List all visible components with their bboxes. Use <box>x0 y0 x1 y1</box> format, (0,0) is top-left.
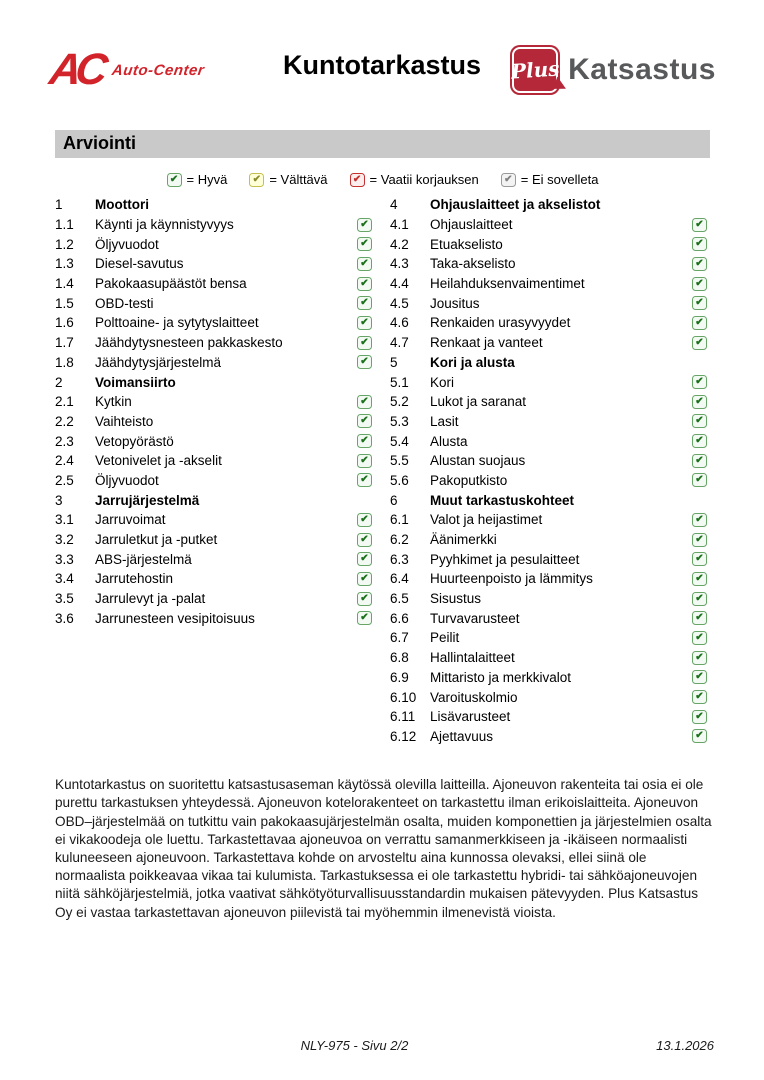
status-good-checkbox-icon: ✔ <box>692 690 707 704</box>
item-label: Jarrutehostin <box>95 571 174 587</box>
checklist-row <box>390 687 710 707</box>
status-good-checkbox-icon: ✔ <box>357 434 372 448</box>
item-label: Kytkin <box>95 394 132 410</box>
item-number: 5 <box>390 354 398 370</box>
item-number: 2.1 <box>55 394 74 410</box>
item-number: 4.1 <box>390 217 409 233</box>
status-good-checkbox-icon: ✔ <box>692 257 707 271</box>
section-header-row <box>390 490 710 510</box>
item-number: 3.5 <box>55 591 74 607</box>
legend-label: = Välttävä <box>269 172 328 187</box>
item-number: 1.1 <box>55 217 74 233</box>
checklist-row <box>55 215 375 235</box>
item-label: Polttoaine- ja sytytyslaitteet <box>95 315 259 331</box>
item-label: Lasit <box>430 413 459 429</box>
status-good-checkbox-icon: ✔ <box>357 572 372 586</box>
legend-item-fair <box>249 172 327 187</box>
checklist-row <box>55 234 375 254</box>
item-number: 5.4 <box>390 433 409 449</box>
disclaimer-text: Kuntotarkastus on suoritettu katsastusaseman käytössä olevilla laitteilla. Ajoneuvon rakenteita tai osia ei ole purettu tarkastuksen yhteydessä. Ajoneuvon kotelorakenteet on tarkastettu ilman erikoislaitteita. Ajoneuvon OBD–järjestelmää on tutkittu vain pakokaasujärjestelmän osalta, muiden komponettien ja järjestelmien osalta ei vikakoodeja ole luettu. Tarkastettavaa ajoneuvoa on verrattu samanmerkkiseen ja -ikäiseen normaalisti kuluneeseen ajoneuvoon. Tarkastettava kohde on arvosteltu aina kunnossa olevaksi, ellei siinä ole normaalista poikkeavaa vikaa tai kulumista. Tarkastuksessa ei ole tarkastettu hybridi- tai sähköajoneuvojen niitä sähköjärjestelmiä, jotka vaativat sähkötyöturvallisuusstandardin mukaisen pätevyyden. Plus Katsastus Oy ei vastaa tarkastettavan ajoneuvon piilevistä tai myöhemmin ilmenevistä vioista. <box>55 777 712 920</box>
item-number: 2.2 <box>55 413 74 429</box>
section-header-row <box>55 372 375 392</box>
status-good-checkbox-icon: ✔ <box>357 237 372 251</box>
status-good-checkbox-icon: ✔ <box>357 611 372 625</box>
checklist-column-left <box>55 195 375 628</box>
item-number: 4.2 <box>390 236 409 252</box>
item-label: ABS-järjestelmä <box>95 551 192 567</box>
checklist-row <box>390 549 710 569</box>
legend-label: = Hyvä <box>186 172 228 187</box>
checklist-row <box>55 608 375 628</box>
checklist-row <box>390 648 710 668</box>
checklist-row <box>390 234 710 254</box>
item-number: 1.2 <box>55 236 74 252</box>
status-good-checkbox-icon: ✔ <box>692 611 707 625</box>
status-good-checkbox-icon: ✔ <box>357 533 372 547</box>
item-number: 2.4 <box>55 453 74 469</box>
item-number: 6.2 <box>390 532 409 548</box>
section-header-row <box>55 490 375 510</box>
item-label: Mittaristo ja merkkivalot <box>430 669 572 685</box>
item-label: Ajettavuus <box>430 728 494 744</box>
plus-katsastus-logo <box>510 45 716 95</box>
status-repair-checkbox-icon: ✔ <box>350 173 365 187</box>
item-number: 6.7 <box>390 630 409 646</box>
item-label: Kori <box>430 374 455 390</box>
item-number: 1.6 <box>55 315 74 331</box>
status-good-checkbox-icon: ✔ <box>357 395 372 409</box>
item-number: 1.5 <box>55 295 74 311</box>
checklist-row <box>390 333 710 353</box>
checklist-row <box>55 274 375 294</box>
status-good-checkbox-icon: ✔ <box>692 237 707 251</box>
legend-label: = Ei sovelleta <box>520 172 599 187</box>
checklist-row <box>390 392 710 412</box>
checklist-row <box>390 707 710 727</box>
checklist-row <box>55 412 375 432</box>
item-label: Jousitus <box>430 295 480 311</box>
status-good-checkbox-icon: ✔ <box>692 592 707 606</box>
item-label: Valot ja heijastimet <box>430 512 543 528</box>
checklist-row <box>55 293 375 313</box>
status-good-checkbox-icon: ✔ <box>692 473 707 487</box>
item-label: Jäähdytysjärjestelmä <box>95 354 222 370</box>
item-number: 4.5 <box>390 295 409 311</box>
status-good-checkbox-icon: ✔ <box>692 218 707 232</box>
item-number: 5.5 <box>390 453 409 469</box>
item-number: 3.2 <box>55 532 74 548</box>
item-label: Vetopyörästö <box>95 433 174 449</box>
status-good-checkbox-icon: ✔ <box>692 434 707 448</box>
item-label: Öljyvuodot <box>95 472 159 488</box>
status-good-checkbox-icon: ✔ <box>692 552 707 566</box>
speech-bubble-tail-icon <box>553 76 568 92</box>
item-number: 6 <box>390 492 398 508</box>
item-label: Vaihteisto <box>95 413 154 429</box>
item-label: Lukot ja saranat <box>430 394 527 410</box>
section-header-row <box>390 195 710 215</box>
status-good-checkbox-icon: ✔ <box>357 277 372 291</box>
plus-badge-icon <box>510 45 560 95</box>
item-number: 2 <box>55 374 63 390</box>
item-label: Renkaat ja vanteet <box>430 335 543 351</box>
checklist-row <box>55 333 375 353</box>
item-label: Käynti ja käynnistyvyys <box>95 217 234 233</box>
checklist <box>55 195 710 746</box>
item-number: 5.3 <box>390 413 409 429</box>
item-number: 4.6 <box>390 315 409 331</box>
item-number: 6.9 <box>390 669 409 685</box>
page-footer <box>55 1038 714 1054</box>
item-label: Pakokaasupäästöt bensa <box>95 276 247 292</box>
checklist-row <box>55 392 375 412</box>
item-number: 1.7 <box>55 335 74 351</box>
item-label: Jarrulevyt ja -palat <box>95 591 206 607</box>
checklist-row <box>390 274 710 294</box>
legend-item-good <box>167 172 228 187</box>
checklist-row <box>390 608 710 628</box>
checklist-row <box>390 215 710 235</box>
section-title-bar: Arviointi <box>55 130 710 158</box>
item-label: Lisävarusteet <box>430 709 511 725</box>
checklist-row <box>55 549 375 569</box>
item-number: 3.4 <box>55 571 74 587</box>
item-number: 2.3 <box>55 433 74 449</box>
status-good-checkbox-icon: ✔ <box>357 454 372 468</box>
checklist-row <box>390 727 710 747</box>
item-number: 1.3 <box>55 256 74 272</box>
status-good-checkbox-icon: ✔ <box>357 218 372 232</box>
item-label: Muut tarkastuskohteet <box>430 492 575 508</box>
plus-badge-text: Plus <box>510 56 561 84</box>
checklist-row <box>390 471 710 491</box>
item-label: Etuakselisto <box>430 236 503 252</box>
status-good-checkbox-icon: ✔ <box>692 296 707 310</box>
item-number: 4.7 <box>390 335 409 351</box>
status-fair-checkbox-icon: ✔ <box>249 173 264 187</box>
item-label: Pyyhkimet ja pesulaitteet <box>430 551 580 567</box>
item-number: 6.8 <box>390 650 409 666</box>
status-good-checkbox-icon: ✔ <box>357 336 372 350</box>
item-label: Turvavarusteet <box>430 610 520 626</box>
ac-monogram-icon: AC <box>46 45 106 94</box>
item-label: Pakoputkisto <box>430 472 508 488</box>
status-good-checkbox-icon: ✔ <box>692 670 707 684</box>
item-number: 3.1 <box>55 512 74 528</box>
checklist-row <box>55 510 375 530</box>
item-number: 6.3 <box>390 551 409 567</box>
checklist-column-right <box>390 195 710 746</box>
item-number: 5.1 <box>390 374 409 390</box>
checklist-row <box>390 431 710 451</box>
item-label: Taka-akselisto <box>430 256 516 272</box>
item-number: 6.12 <box>390 728 417 744</box>
status-good-checkbox-icon: ✔ <box>692 277 707 291</box>
auto-center-logo <box>46 45 205 94</box>
status-good-checkbox-icon: ✔ <box>357 592 372 606</box>
footer-plate-and-page: NLY-975 - Sivu 2/2 <box>300 1038 409 1053</box>
status-good-checkbox-icon: ✔ <box>692 336 707 350</box>
report-header <box>46 40 716 100</box>
item-number: 1.4 <box>55 276 74 292</box>
item-number: 2.5 <box>55 472 74 488</box>
item-number: 6.1 <box>390 512 409 528</box>
item-label: Diesel-savutus <box>95 256 184 272</box>
item-label: Ohjauslaitteet ja akselistot <box>430 197 601 213</box>
item-number: 1 <box>55 197 63 213</box>
item-number: 6.11 <box>390 709 416 725</box>
item-label: Hallintalaitteet <box>430 650 515 666</box>
status-good-checkbox-icon: ✔ <box>692 729 707 743</box>
checklist-row <box>390 254 710 274</box>
section-header-row <box>390 353 710 373</box>
item-label: Kori ja alusta <box>430 354 515 370</box>
status-good-checkbox-icon: ✔ <box>357 257 372 271</box>
checklist-row <box>390 293 710 313</box>
item-label: Öljyvuodot <box>95 236 159 252</box>
checklist-row <box>390 412 710 432</box>
item-label: Jarruvoimat <box>95 512 166 528</box>
checklist-row <box>390 530 710 550</box>
status-good-checkbox-icon: ✔ <box>692 651 707 665</box>
item-number: 6.10 <box>390 689 417 705</box>
item-number: 3 <box>55 492 63 508</box>
status-good-checkbox-icon: ✔ <box>692 513 707 527</box>
status-good-checkbox-icon: ✔ <box>357 513 372 527</box>
item-number: 5.2 <box>390 394 409 410</box>
status-good-checkbox-icon: ✔ <box>357 316 372 330</box>
status-good-checkbox-icon: ✔ <box>692 414 707 428</box>
legend <box>55 172 710 187</box>
item-label: Sisustus <box>430 591 482 607</box>
checklist-row <box>390 372 710 392</box>
checklist-row <box>390 569 710 589</box>
item-label: Huurteenpoisto ja lämmitys <box>430 571 593 587</box>
item-number: 1.8 <box>55 354 74 370</box>
item-label: Peilit <box>430 630 460 646</box>
status-good-checkbox-icon: ✔ <box>357 414 372 428</box>
checklist-row <box>390 589 710 609</box>
status-good-checkbox-icon: ✔ <box>692 454 707 468</box>
checklist-row <box>55 353 375 373</box>
item-label: Varoituskolmio <box>430 689 518 705</box>
item-number: 6.4 <box>390 571 409 587</box>
item-label: Äänimerkki <box>430 532 497 548</box>
checklist-row <box>390 313 710 333</box>
checklist-row <box>55 569 375 589</box>
item-label: Heilahduksenvaimentimet <box>430 276 585 292</box>
legend-item-repair <box>350 172 479 187</box>
status-good-checkbox-icon: ✔ <box>357 355 372 369</box>
item-label: Voimansiirto <box>95 374 176 390</box>
checklist-row <box>55 313 375 333</box>
status-na-checkbox-icon: ✔ <box>501 173 516 187</box>
checklist-row <box>55 589 375 609</box>
checklist-row <box>390 628 710 648</box>
item-number: 3.3 <box>55 551 74 567</box>
checklist-row <box>55 451 375 471</box>
item-number: 6.5 <box>390 591 409 607</box>
item-number: 4.3 <box>390 256 409 272</box>
item-label: Jarrujärjestelmä <box>95 492 200 508</box>
status-good-checkbox-icon: ✔ <box>357 552 372 566</box>
item-label: Vetonivelet ja -akselit <box>95 453 222 469</box>
checklist-row <box>55 471 375 491</box>
item-label: Moottori <box>95 197 149 213</box>
item-number: 3.6 <box>55 610 74 626</box>
katsastus-logo-text: Katsastus <box>568 53 716 86</box>
status-good-checkbox-icon: ✔ <box>167 173 182 187</box>
footer-date: 13.1.2026 <box>656 1038 714 1053</box>
item-label: Jäähdytysnesteen pakkaskesto <box>95 335 283 351</box>
item-label: Alustan suojaus <box>430 453 526 469</box>
item-label: OBD-testi <box>95 295 154 311</box>
status-good-checkbox-icon: ✔ <box>692 572 707 586</box>
checklist-row <box>55 254 375 274</box>
status-good-checkbox-icon: ✔ <box>692 710 707 724</box>
checklist-row <box>390 451 710 471</box>
item-label: Jarrunesteen vesipitoisuus <box>95 610 255 626</box>
checklist-row <box>390 668 710 688</box>
checklist-row <box>55 431 375 451</box>
item-number: 4 <box>390 197 398 213</box>
item-label: Jarruletkut ja -putket <box>95 532 218 548</box>
section-header-row <box>55 195 375 215</box>
status-good-checkbox-icon: ✔ <box>692 533 707 547</box>
legend-label: = Vaatii korjauksen <box>369 172 479 187</box>
item-label: Renkaiden urasyvyydet <box>430 315 571 331</box>
item-label: Ohjauslaitteet <box>430 217 513 233</box>
status-good-checkbox-icon: ✔ <box>692 316 707 330</box>
item-number: 4.4 <box>390 276 409 292</box>
legend-item-na <box>501 172 599 187</box>
checklist-row <box>390 510 710 530</box>
item-label: Alusta <box>430 433 468 449</box>
auto-center-logo-text: Auto-Center <box>110 61 205 79</box>
item-number: 6.6 <box>390 610 409 626</box>
item-number: 5.6 <box>390 472 409 488</box>
status-good-checkbox-icon: ✔ <box>357 296 372 310</box>
status-good-checkbox-icon: ✔ <box>692 631 707 645</box>
page-title: Kuntotarkastus <box>282 50 482 80</box>
status-good-checkbox-icon: ✔ <box>692 395 707 409</box>
checklist-row <box>55 530 375 550</box>
status-good-checkbox-icon: ✔ <box>357 473 372 487</box>
status-good-checkbox-icon: ✔ <box>692 375 707 389</box>
